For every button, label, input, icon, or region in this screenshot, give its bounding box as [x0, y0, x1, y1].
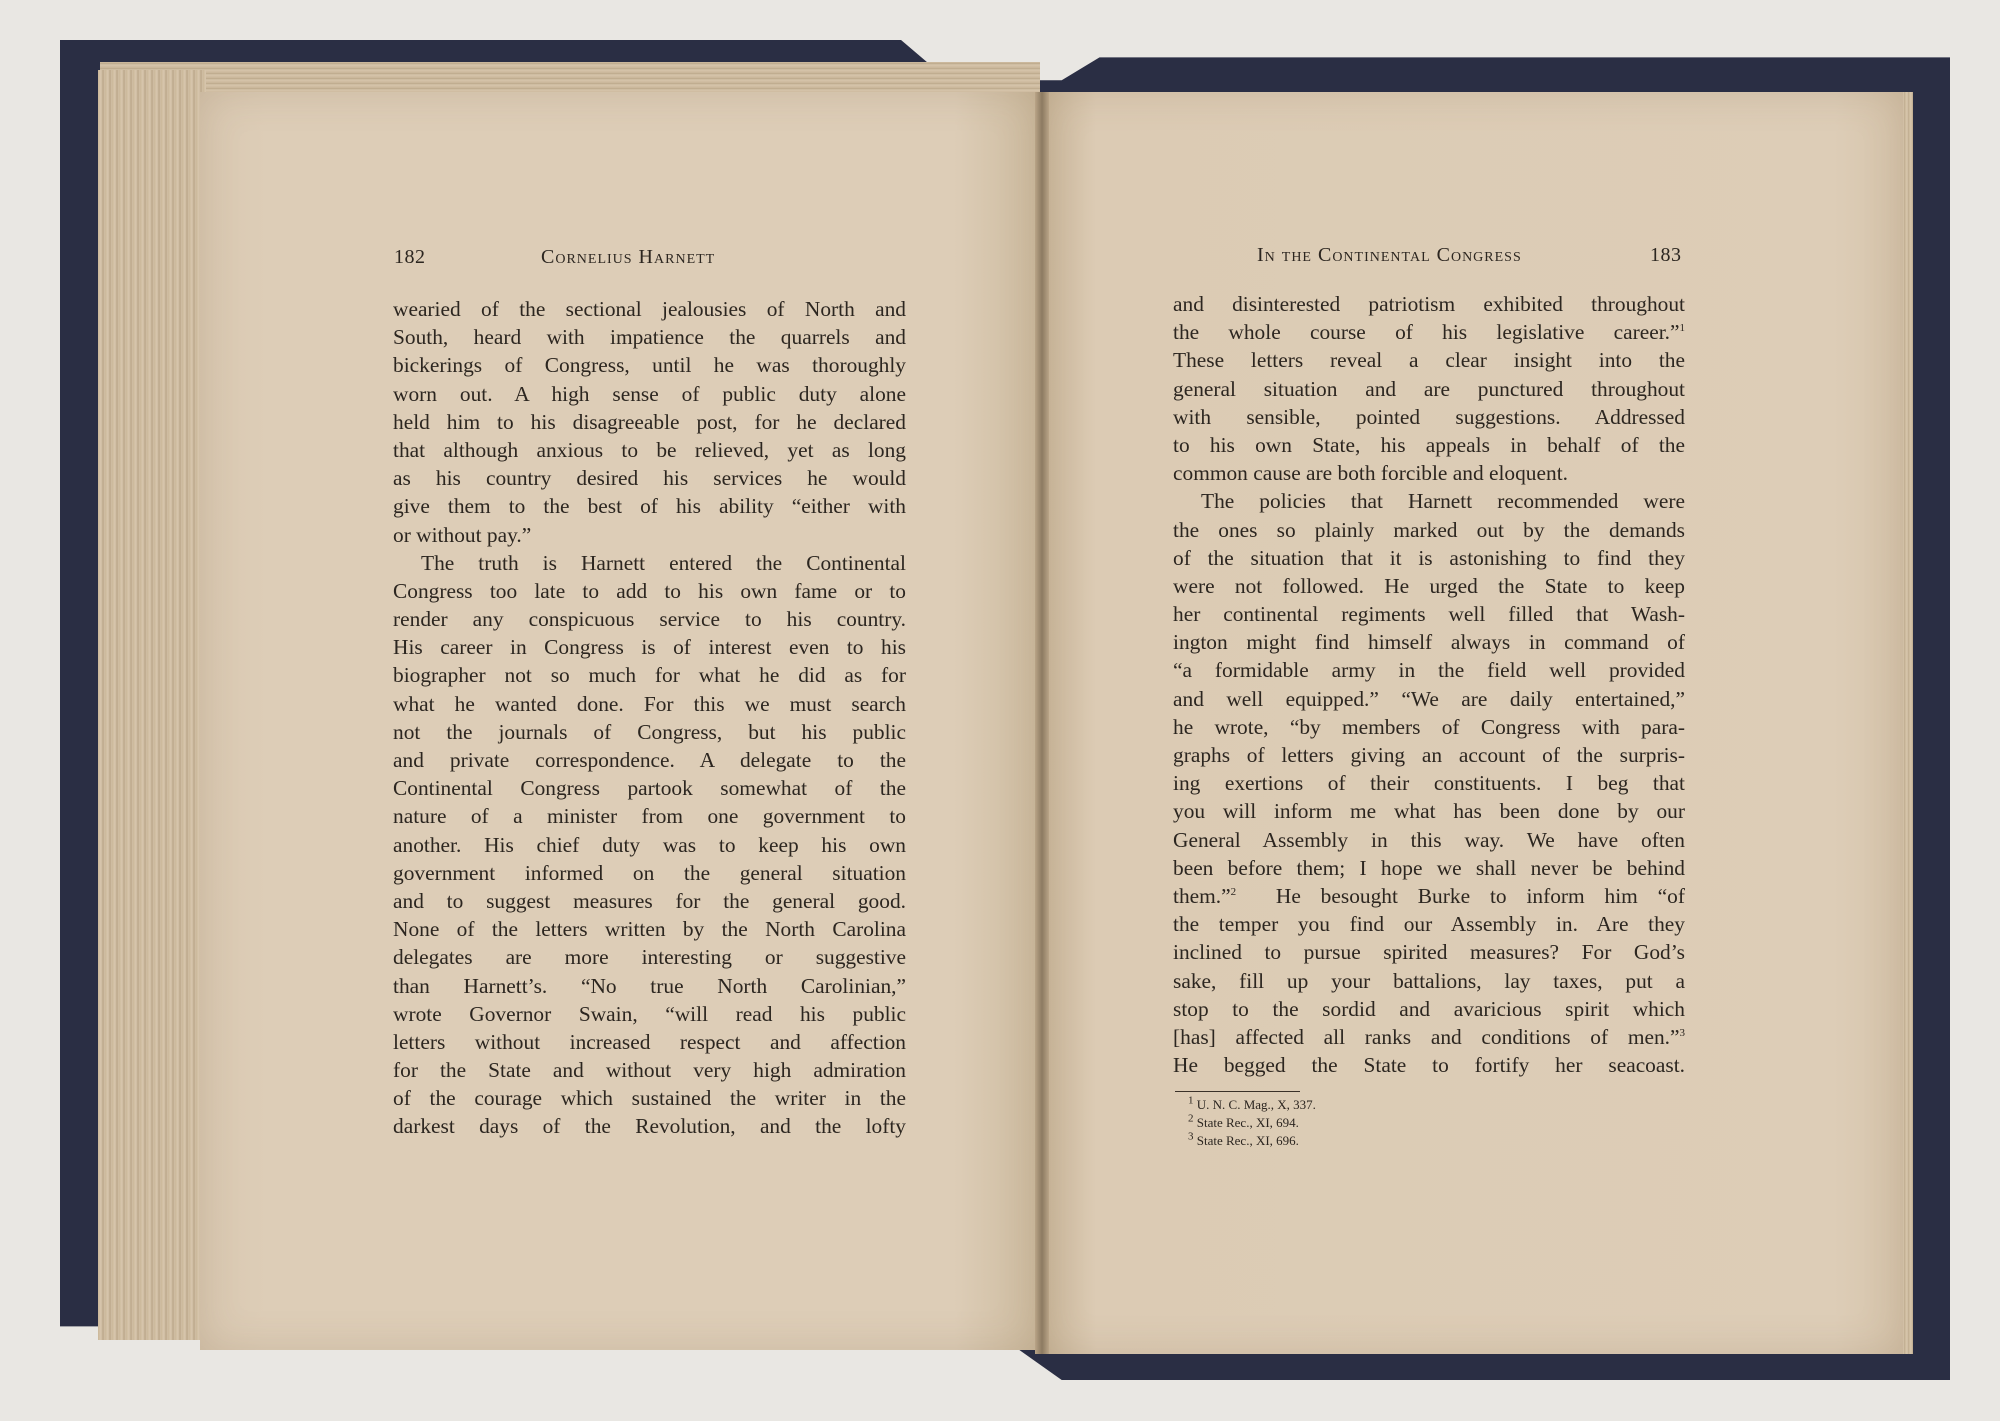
text-line: with sensible, pointed suggestions. Addressed — [1173, 404, 1685, 429]
text-line: not the journals of Congress, but his public — [393, 719, 906, 744]
text-line: held him to his disagreeable post, for he declared — [393, 409, 906, 434]
text-line: ington might find himself always in command of — [1173, 630, 1685, 655]
footnotes — [1188, 1096, 1316, 1150]
text-line: for the State and without very high admiration — [393, 1058, 906, 1083]
text-line: her continental regiments well filled that Wash- — [1173, 602, 1685, 627]
left-running-head: Cornelius Harnett — [541, 246, 716, 268]
text-line: His career in Congress is of interest even to his — [393, 635, 906, 660]
footnote-rule — [1175, 1091, 1300, 1092]
text-line: what he wanted done. For this we must search — [393, 691, 906, 716]
footnote: $^3$ State Rec., XI, 696. — [1188, 1130, 1299, 1148]
footnote: $^2$ State Rec., XI, 694. — [1188, 1112, 1299, 1130]
text-line: render any conspicuous service to his country. — [393, 607, 906, 632]
text-line: South, heard with impatience the quarrels and — [393, 325, 906, 350]
text-line: letters without increased respect and affection — [393, 1029, 906, 1054]
text-line: worn out. A high sense of public duty alone — [393, 381, 906, 406]
text-line: General Assembly in this way. We have often — [1173, 827, 1685, 852]
text-line: them.”$^2$ He besought Burke to inform him “of — [1173, 883, 1685, 908]
text-line: another. His chief duty was to keep his own — [393, 832, 906, 857]
text-line: Congress too late to add to his own fame or to — [393, 578, 906, 603]
right-body-text — [1173, 290, 1685, 1079]
text-line: that although anxious to be relieved, yet as long — [393, 437, 906, 462]
right-page-number: 183 — [1650, 244, 1682, 266]
text-line: of the courage which sustained the writer in the — [393, 1086, 906, 1111]
text-line: biographer not so much for what he did as for — [393, 663, 906, 688]
footnote-ref: 2 — [1230, 885, 1237, 898]
left-page-number: 182 — [394, 246, 426, 268]
text-line: he wrote, “by members of Congress with para- — [1173, 714, 1685, 739]
text-line: to his own State, his appeals in behalf of the — [1173, 432, 1685, 457]
text-line: or without pay.” — [393, 522, 532, 547]
text-line: The policies that Harnett recommended were — [1201, 489, 1685, 514]
book-gutter — [1035, 92, 1049, 1354]
text-line: give them to the best of his ability “either with — [393, 494, 906, 519]
right-running-head: In the Continental Congress — [1257, 244, 1522, 266]
text-line: darkest days of the Revolution, and the lofty — [393, 1114, 906, 1139]
footnote-ref: 3 — [1679, 1026, 1685, 1039]
text-line: the temper you find our Assembly in. Are they — [1173, 912, 1685, 937]
text-line: [has] affected all ranks and conditions of men.”$^3$ — [1173, 1024, 1685, 1049]
text-line: Continental Congress partook somewhat of the — [393, 776, 906, 801]
text-line: than Harnett’s. “No true North Carolinian,” — [393, 973, 906, 998]
text-line: the ones so plainly marked out by the demands — [1173, 517, 1685, 542]
text-line: “a formidable army in the field well provided — [1173, 658, 1685, 683]
text-line: He begged the State to fortify her seacoast. — [1173, 1053, 1685, 1078]
text-line: The truth is Harnett entered the Continental — [421, 550, 906, 575]
text-line: ing exertions of their constituents. I beg that — [1173, 771, 1685, 796]
text-line: sake, fill up your battalions, lay taxes, put a — [1173, 968, 1685, 993]
footnote: $^1$ U. N. C. Mag., X, 337. — [1188, 1094, 1316, 1112]
text-line: been before them; I hope we shall never be behind — [1173, 855, 1685, 880]
text-line: as his country desired his services he would — [393, 466, 906, 491]
text-line: bickerings of Congress, until he was thoroughly — [393, 353, 906, 378]
text-line: inclined to pursue spirited measures? For God’s — [1173, 940, 1685, 965]
text-line: of the situation that it is astonishing to find they — [1173, 545, 1685, 570]
footnote-ref: 1 — [1679, 322, 1685, 335]
text-line: wearied of the sectional jealousies of North and — [393, 297, 906, 321]
text-line: common cause are both forcible and eloquent. — [1173, 461, 1568, 486]
text-line: graphs of letters giving an account of the surpris- — [1173, 743, 1685, 767]
text-line: the whole course of his legislative career.”$^1$ — [1173, 320, 1685, 345]
text-line: stop to the sordid and avaricious spirit which — [1173, 996, 1685, 1021]
text-line: These letters reveal a clear insight into the — [1173, 348, 1685, 373]
left-body-text — [393, 295, 906, 1141]
text-line: wrote Governor Swain, “will read his public — [393, 1001, 906, 1026]
text-line: and to suggest measures for the general good. — [393, 888, 906, 913]
text-line: and private correspondence. A delegate to the — [393, 748, 906, 772]
page-block-fore-edge — [98, 70, 206, 1340]
text-line: were not followed. He urged the State to keep — [1173, 573, 1685, 598]
text-line: general situation and are punctured throughout — [1173, 376, 1685, 401]
text-line: you will inform me what has been done by our — [1173, 799, 1685, 824]
text-line: and well equipped.” “We are daily entertained,” — [1173, 686, 1685, 711]
text-line: delegates are more interesting or suggestive — [393, 945, 906, 970]
text-line: nature of a minister from one government to — [393, 804, 906, 829]
text-line: None of the letters written by the North Carolina — [393, 917, 906, 942]
text-line: and disinterested patriotism exhibited throughout — [1173, 292, 1685, 316]
text-line: government informed on the general situation — [393, 860, 906, 885]
